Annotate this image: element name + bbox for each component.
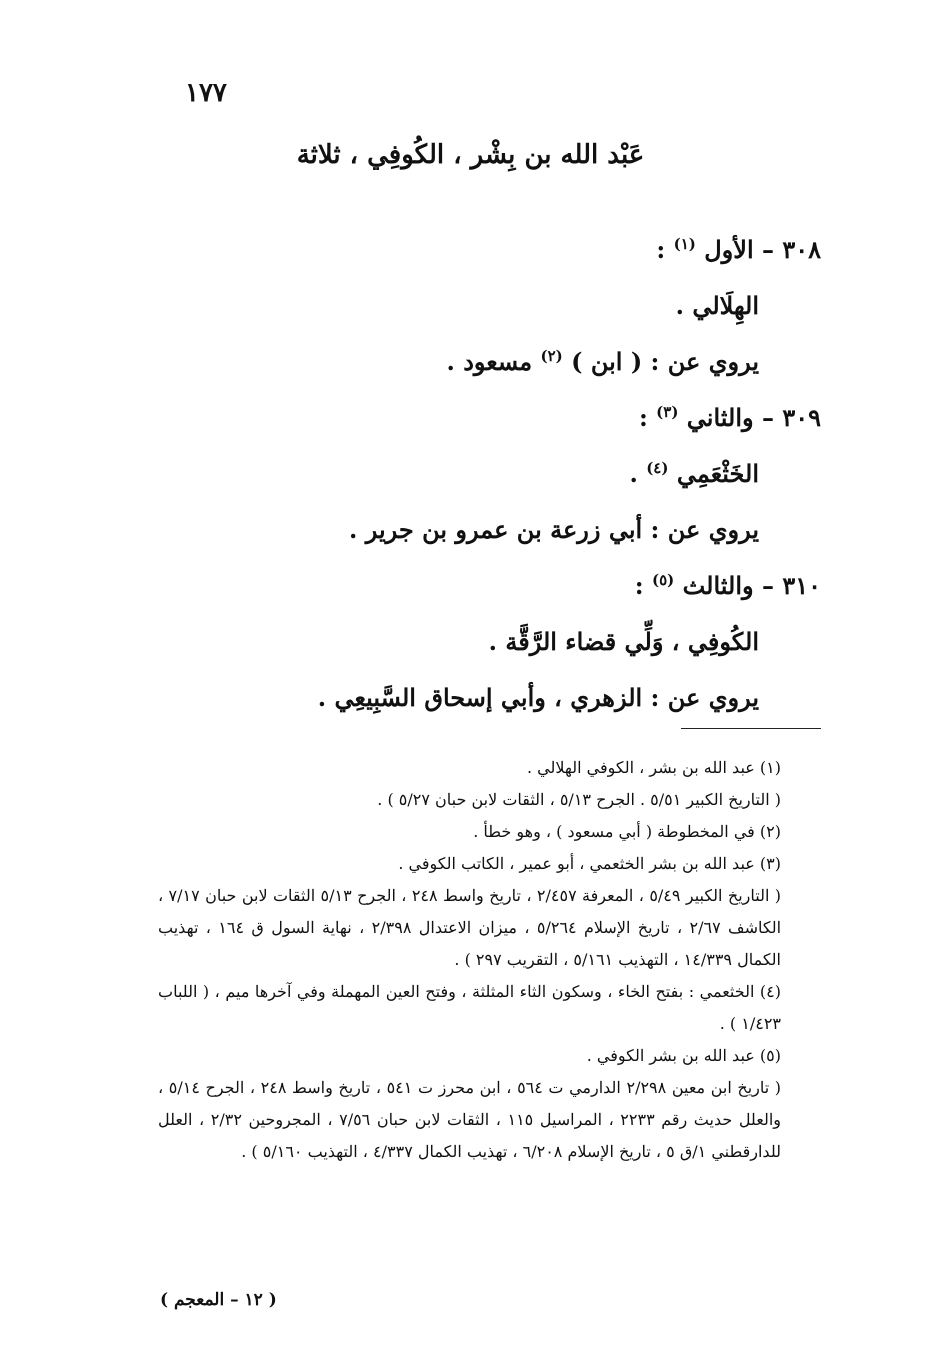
- entry-colon: :: [638, 403, 648, 432]
- signature-mark: ( ١٢ – المعجم ): [160, 1290, 277, 1310]
- footnote-divider: [681, 728, 821, 729]
- nisba-end: .: [629, 459, 638, 488]
- entry-310-narrates: يروي عن : الزهري ، وأبي إسحاق السَّبِيعِي .: [317, 683, 759, 712]
- entry-308-narrates: [58, 334, 759, 390]
- narrates-text: يروي عن : ( ابن ): [571, 347, 759, 376]
- footnote-marker: (٣): [656, 403, 679, 421]
- footnote-3-refs: ( التاريخ الكبير ٥/٤٩ ، المعرفة ٢/٤٥٧ ، تاريخ واسط ٢٤٨ ، الجرح ٥/١٣ الثقات لابن حبان ٧/١٧ ، الكاشف ٢/٦٧ ، تاريخ الإسلام ٥/٢٦٤ ، ميزان الاعتدال ٢/٣٩٨ ، نهاية السول ق ١٦٤ ، تهذيب الكمال ١٤/٣٣٩ ، التهذيب ٥/١٦١ ، التقريب ٢٩٧ ) .: [158, 886, 782, 969]
- footnotes: [158, 752, 821, 1168]
- footnote-1-refs: ( التاريخ الكبير ٥/٥١ . الجرح ٥/١٣ ، الثقات لابن حبان ٥/٢٧ ) .: [377, 790, 781, 809]
- footnote-marker: (٥): [651, 571, 675, 589]
- entry-heading-text: ٣٠٨ – الأول: [704, 235, 821, 264]
- footnote-5: (٥) عبد الله بن بشر الكوفي .: [586, 1046, 781, 1065]
- footnote-5-refs: ( تاريخ ابن معين ٢/٢٩٨ الدارمي ت ٥٦٤ ، ابن محرز ت ٥٤١ ، تاريخ واسط ٢٤٨ ، الجرح ٥/١٤ ، والعلل حديث رقم ٢٢٣٣ ، المراسيل ١١٥ ، الثقات لابن حبان ٧/٥٦ ، المجروحين ٢/٣٢ ، العلل للدارقطني ١/ق ٥ ، تاريخ الإسلام ٦/٢٠٨ ، تهذيب الكمال ٤/٣٣٧ ، التهذيب ٥/١٦٠ ) .: [158, 1078, 782, 1161]
- nisba-text: الخَثْعَمِي: [676, 459, 759, 488]
- entry-309-heading: [120, 390, 821, 446]
- entry-309-narrates: يروي عن : أبي زرعة بن عمرو بن جرير .: [349, 515, 759, 544]
- entry-310-nisba: الكُوفِي ، وَلِّي قضاء الرَّقَّة .: [488, 627, 759, 656]
- footnote-2: (٢) في المخطوطة ( أبي مسعود ) ، وهو خطأ .: [473, 822, 781, 841]
- entries: [120, 222, 821, 726]
- entry-colon: :: [634, 571, 644, 600]
- entry-308-heading: [120, 222, 821, 278]
- entry-308-nisba: الهِلَالي .: [675, 291, 759, 320]
- page-number: ١٧٧: [185, 78, 227, 108]
- entry-colon: :: [656, 235, 666, 264]
- footnote-3: (٣) عبد الله بن بشر الخثعمي ، أبو عمير ، الكاتب الكوفي .: [398, 854, 781, 873]
- footnote-marker: (٤): [646, 459, 669, 477]
- footnote-marker: (٢): [540, 347, 563, 365]
- footnote-4: (٤) الخثعمي : بفتح الخاء ، وسكون الثاء المثلثة ، وفتح العين المهملة وفي آخرها ميم ، ( اللباب ١/٤٢٣ ) .: [158, 982, 781, 1033]
- entry-heading-text: ٣٠٩ – والثاني: [686, 403, 821, 432]
- entry-heading-text: ٣١٠ – والثالث: [682, 571, 821, 600]
- entry-309-nisba: [58, 446, 759, 502]
- page-title: عَبْد الله بن بِشْر ، الكُوفِي ، ثلاثة: [296, 140, 645, 170]
- footnote-1: (١) عبد الله بن بشر ، الكوفي الهلالي .: [526, 758, 781, 777]
- entry-310-heading: [120, 558, 821, 614]
- narrates-text-end: مسعود .: [446, 347, 533, 376]
- footnote-marker: (١): [673, 235, 696, 253]
